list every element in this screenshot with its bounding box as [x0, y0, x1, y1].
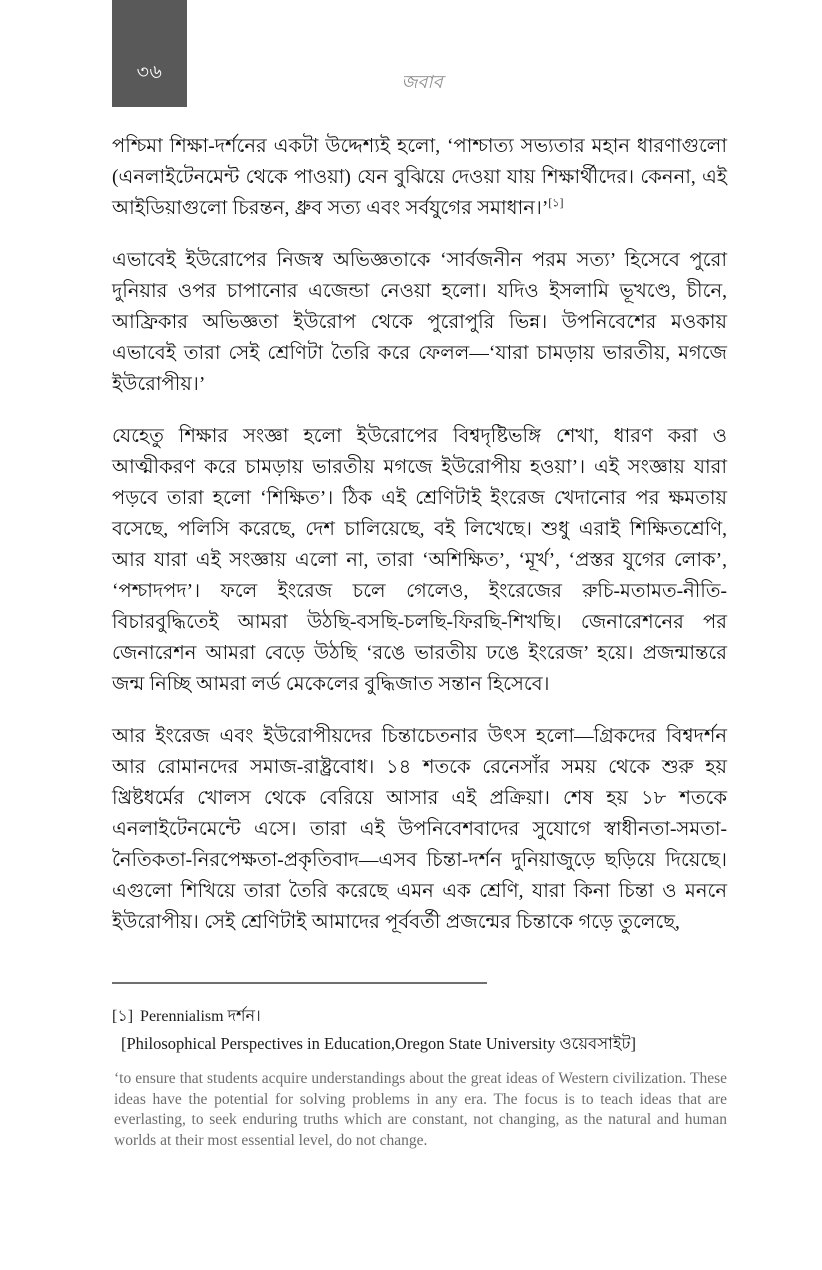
folio-block — [112, 0, 187, 107]
paragraph-text: যেহেতু শিক্ষার সংজ্ঞা হলো ইউরোপের বিশ্বদৃষ্টিভঙ্গি শেখা, ধারণ করা ও আত্মীকরণ করে চামড়ায় ভারতীয় মগজে ইউরোপীয় হওয়া’। এই সংজ্ঞায় যারা পড়বে তারা হলো ‘শিক্ষিত’। ঠিক এই শ্রেণিটাই ইংরেজ খেদানোর পর ক্ষমতায় বসেছে, পলিসি করেছে, দেশ চালিয়েছে, বই লিখেছে। শুধু এরাই শিক্ষিতশ্রেণি, আর যারা এই সংজ্ঞায় এলো না, তারা ‘অশিক্ষিত’, ‘মূর্খ’, ‘প্রস্তর যুগের লোক’, ‘পশ্চাদপদ’। ফলে ইংরেজ চলে গেলেও, ইংরেজের রুচি-মতামত-নীতি-বিচারবুদ্ধিতেই আমরা উঠছি-বসছি-চলছি-ফিরছি-শিখছি। জেনারেশনের পর জেনারেশন আমরা বেড়ে উঠছি ‘রঙে ভারতীয় ঢঙে ইংরেজ’ হয়ে। প্রজন্মান্তরে জন্ম নিচ্ছি আমরা লর্ড মেকেলের বুদ্ধিজাত সন্তান হিসেবে। — [112, 426, 727, 695]
footnote-marker: [১] — [112, 1008, 134, 1025]
footnote-entry — [112, 1006, 727, 1028]
running-head: জবাব — [401, 72, 443, 92]
footnote-reference[interactable]: [১] — [548, 197, 564, 210]
body-text-column — [112, 131, 727, 938]
paragraph-text: পশ্চিমা শিক্ষা-দর্শনের একটা উদ্দেশ্যই হলো, ‘পাশ্চাত্য সভ্যতার মহান ধারণাগুলো (এনলাইটেনমেন্ট থেকে পাওয়া) যেন বুঝিয়ে দেওয়া যায় শিক্ষার্থীদের। কেননা, এই আইডিয়াগুলো চিরন্তন, ধ্রুব সত্য এবং সর্বযুগের সমাধান।’ — [112, 136, 727, 219]
page-header — [0, 0, 822, 107]
paragraph-text: আর ইংরেজ এবং ইউরোপীয়দের চিন্তাচেতনার উৎস হলো—গ্রিকদের বিশ্বদর্শন আর রোমানদের সমাজ-রাষ্ট্রবোধ। ১৪ শতকে রেনেসাঁর সময় থেকে শুরু হয় খ্রিষ্টধর্মের খোলস থেকে বেরিয়ে আসার এই প্রক্রিয়া। শেষ হয় ১৮ শতকে এনলাইটেনমেন্টে এসে। তারা এই উপনিবেশবাদের সুযোগে স্বাধীনতা-সমতা-নৈতিকতা-নিরপেক্ষতা-প্রকৃতিবাদ—এসব চিন্তা-দর্শন দুনিয়াজুড়ে ছড়িয়ে দিয়েছে। এগুলো শিখিয়ে তারা তৈরি করেছে এমন এক শ্রেণি, যারা কিনা চিন্তা ও মননে ইউরোপীয়। সেই শ্রেণিটাই আমাদের পূর্ববর্তী প্রজন্মের চিন্তাকে গড়ে তুলেছে, — [112, 726, 727, 933]
footnote-quote: ‘to ensure that students acquire understandings about the great ideas of Western civilization. These ideas have the potential for solving problems in any era. The focus is to teach ideas that are everlasting, to seek enduring truths which are constant, not changing, as the natural and human worlds at their most essential level, do not change. — [114, 1070, 727, 1149]
body-paragraph — [112, 721, 727, 938]
footnote-divider — [112, 982, 487, 984]
page-number: ৩৬ — [136, 62, 163, 83]
body-paragraph — [112, 245, 727, 400]
paragraph-text: এভাবেই ইউরোপের নিজস্ব অভিজ্ঞতাকে ‘সার্বজনীন পরম সত্য’ হিসেবে পুরো দুনিয়ার ওপর চাপানোর এজেন্ডা নেওয়া হলো। যদিও ইসলামি ভূখণ্ডে, চীনে, আফ্রিকার অভিজ্ঞতা ইউরোপ থেকে পুরোপুরি ভিন্ন। উপনিবেশের মওকায় এভাবেই তারা সেই শ্রেণিটা তৈরি করে ফেলল—‘যারা চামড়ায় ভারতীয়, মগজে ইউরোপীয়।’ — [112, 250, 727, 395]
footnote-area — [112, 982, 727, 1151]
footnote-citation: [Philosophical Perspectives in Education,Oregon State University ওয়েবসাইট] — [121, 1034, 636, 1053]
body-paragraph — [112, 131, 727, 224]
body-paragraph — [112, 421, 727, 700]
footnote-entry-text: Perennialism দর্শন। — [140, 1008, 261, 1025]
